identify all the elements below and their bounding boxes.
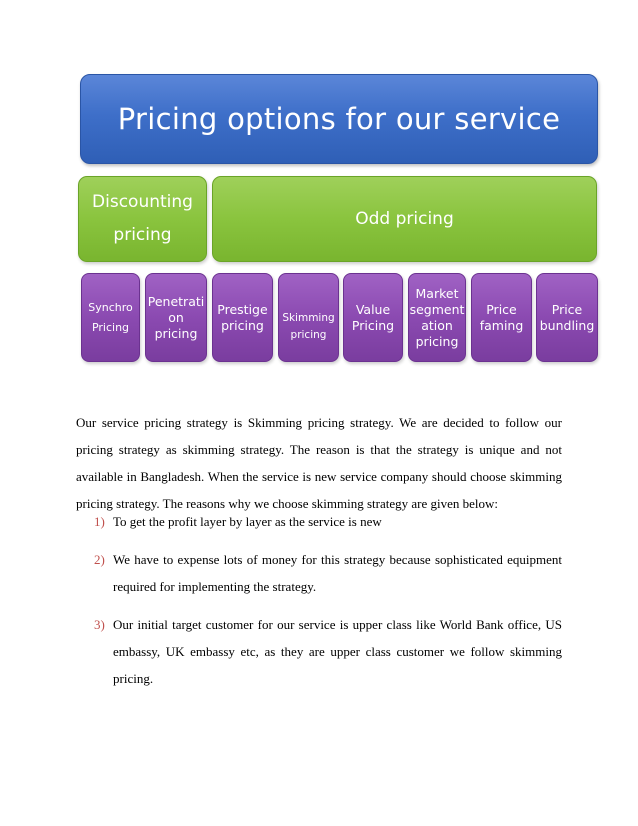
- option-price-faming-label: Price faming: [479, 301, 524, 333]
- list-item-number: 2): [94, 552, 105, 567]
- option-market-segmentation-pricing-label: Market segment ation pricing: [409, 285, 465, 349]
- option-value-pricing-box: [343, 273, 403, 362]
- option-skimming-pricing-box: [278, 273, 339, 362]
- category-discounting-box: [78, 176, 207, 262]
- option-prestige-pricing-box: [212, 273, 273, 362]
- category-odd-pricing-box: [212, 176, 597, 262]
- option-price-faming-box: [471, 273, 532, 362]
- list-item-number: 3): [94, 617, 105, 632]
- option-penetration-pricing-label: Penetrati on pricing: [147, 293, 205, 341]
- body-paragraph: Our service pricing strategy is Skimming pricing strategy. We are decided to follow our pricing strategy as skimming strategy. The reason is that the strategy is unique and not available in Bangladesh. When the service is new service company should choose skimming pricing strategy. The reasons why we choose skimming strategy are given below:: [76, 415, 562, 511]
- list-item-text: To get the profit layer by layer as the service is new: [113, 514, 382, 529]
- option-penetration-pricing-box: [145, 273, 207, 362]
- option-synchro-pricing-label: Synchro Pricing: [88, 300, 133, 334]
- category-discounting-label: Discounting pricing: [92, 192, 193, 245]
- list-item-text: We have to expense lots of money for this strategy because sophisticated equipment required for implementing the strategy.: [113, 552, 562, 594]
- option-skimming-pricing-label: Skimming pricing: [282, 311, 335, 341]
- reasons-list: [94, 508, 562, 703]
- list-item: [94, 546, 562, 600]
- option-price-bundling-label: Price bundling: [539, 301, 595, 333]
- diagram-title-box: [80, 74, 598, 164]
- option-value-pricing-label: Value Pricing: [351, 301, 395, 333]
- category-odd-pricing-label: Odd pricing: [355, 209, 454, 229]
- list-item-text: Our initial target customer for our service is upper class like World Bank office, US embassy, UK embassy etc, as they are upper class customer we follow skimming pricing.: [113, 617, 562, 686]
- option-synchro-pricing-box: [81, 273, 140, 362]
- option-prestige-pricing-label: Prestige pricing: [217, 301, 268, 333]
- list-item: [94, 611, 562, 692]
- option-price-bundling-box: [536, 273, 598, 362]
- option-market-segmentation-pricing-box: [408, 273, 466, 362]
- diagram-title: Pricing options for our service: [117, 102, 561, 136]
- list-item: [94, 508, 562, 535]
- list-item-number: 1): [94, 514, 105, 529]
